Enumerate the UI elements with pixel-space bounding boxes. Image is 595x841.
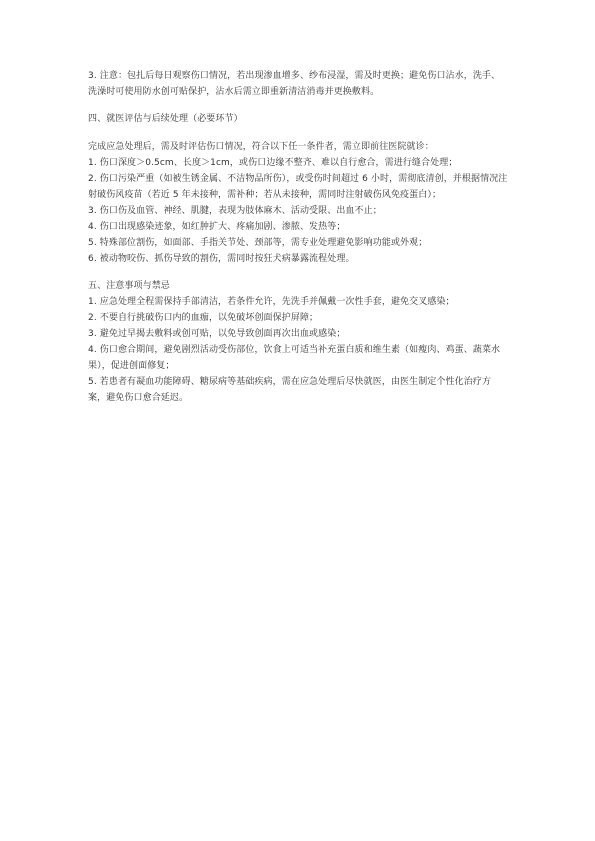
section4-intro: 完成应急处理后，需及时评估伤口情况，符合以下任一条件者，需立即前往医院就诊： <box>88 142 434 152</box>
list-item: 2. 伤口污染严重（如被生锈金属、不洁物品所伤），或受伤时间超过 6 小时，需彻底清创，并根据情况注射破伤风疫苗（若近 5 年未接种，需补种；若从未接种，需同时注射破伤风免疫蛋白）； <box>88 174 508 200</box>
list-item: 3. 避免过早揭去敷料或创可贴，以免导致创面再次出血或感染； <box>88 329 346 339</box>
list-item: 5. 若患者有凝血功能障碍、糖尿病等基础疾病，需在应急处理后尽快就医，由医生制定个性化治疗方案，避免伤口愈合延迟。 <box>88 377 492 403</box>
section4-list <box>88 155 508 267</box>
list-item: 3. 伤口伤及血管、神经、肌腱，表现为肢体麻木、活动受限、出血不止； <box>88 206 382 216</box>
list-item: 1. 伤口深度＞0.5cm、长度＞1cm，或伤口边缘不整齐、难以自行愈合，需进行缝合处理； <box>88 158 458 168</box>
section5-heading: 五、注意事项与禁忌 <box>88 281 170 291</box>
section4-heading: 四、就医评估与后续处理（必要环节） <box>88 114 243 124</box>
list-item: 5. 特殊部位割伤，如面部、手指关节处、颈部等，需专业处理避免影响功能或外观； <box>88 238 428 248</box>
top-note: 3. 注意：包扎后每日观察伤口情况，若出现渗血增多、纱布浸湿，需及时更换；避免伤口沾水，洗手、洗澡时可使用防水创可贴保护，沾水后需立即重新清洁消毒并更换敷料。 <box>88 71 501 97</box>
document-page <box>88 68 508 406</box>
list-item: 2. 不要自行挑破伤口内的血痂，以免破坏创面保护屏障； <box>88 313 319 323</box>
list-item: 4. 伤口愈合期间，避免剧烈活动受伤部位，饮食上可适当补充蛋白质和维生素（如瘦肉、鸡蛋、蔬菜水果），促进创面修复； <box>88 345 501 371</box>
list-item: 1. 应急处理全程需保持手部清洁，若条件允许，先洗手并佩戴一次性手套，避免交叉感染； <box>88 297 455 307</box>
list-item: 6. 被动物咬伤、抓伤导致的割伤，需同时按狂犬病暴露流程处理。 <box>88 254 355 264</box>
section5-list <box>88 294 508 406</box>
list-item: 4. 伤口出现感染迹象，如红肿扩大、疼痛加剧、渗脓、发热等； <box>88 222 346 232</box>
